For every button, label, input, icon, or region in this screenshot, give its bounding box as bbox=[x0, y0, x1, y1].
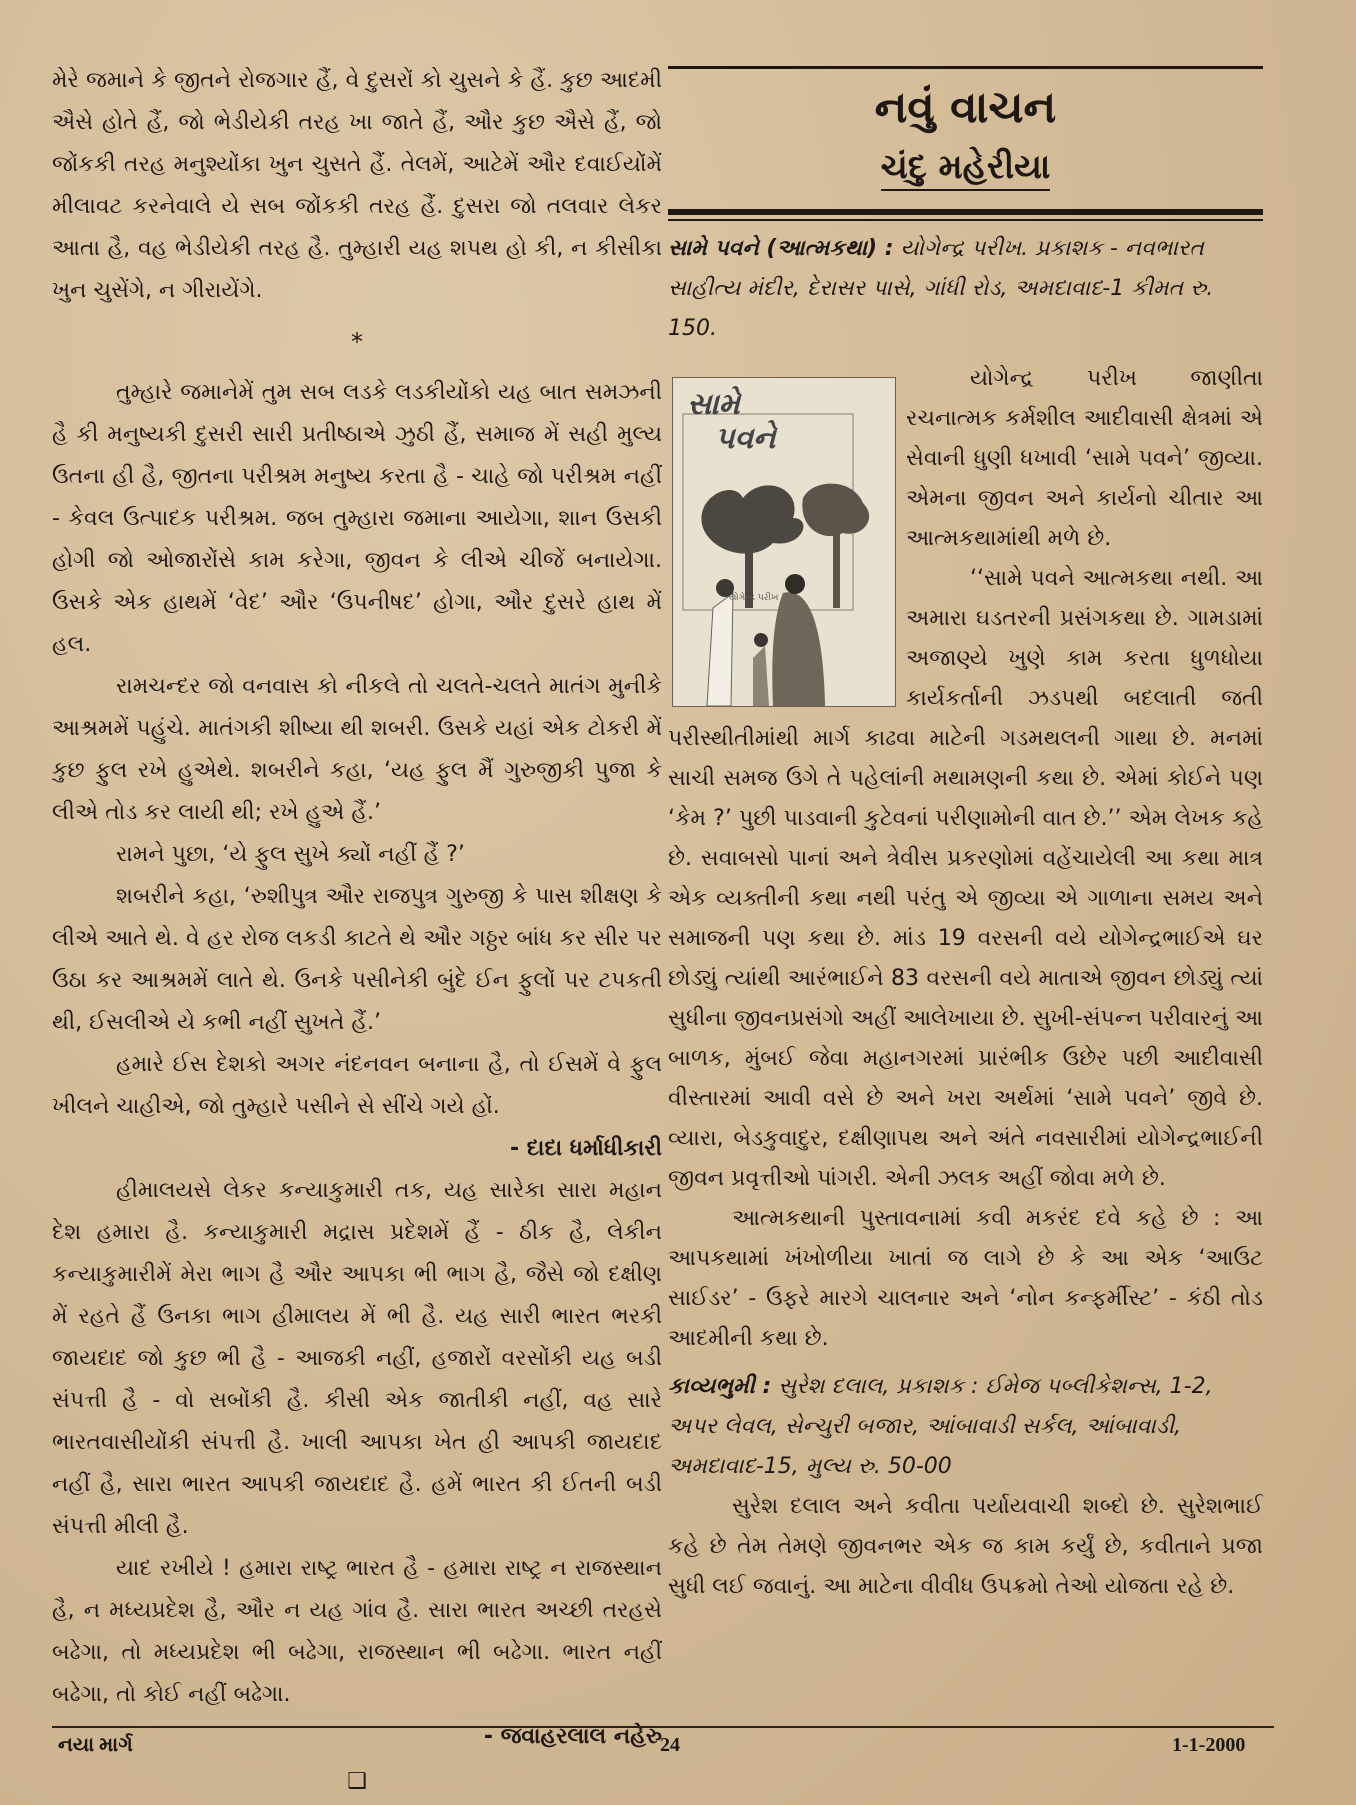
attribution-dada: - દાદા ધર્માધીકારી bbox=[509, 1136, 662, 1161]
column-author bbox=[668, 141, 1263, 193]
column-author-name: ચંદુ મહેરીયા bbox=[881, 147, 1051, 191]
left-paragraph-4: રામને પુછા, ‘યે ફુલ સુખે ક્યોં નહીં હૈં ?’ bbox=[116, 842, 465, 867]
left-paragraph-1: મેરે જમાને કે જીતને રોજગાર હૈં, વે દુસરોં કો ચુસને કે હૈં. કુછ આદમી ઐસે હોતે હૈં, જો ભેડીયેકી તરહ ખા જાતે હૈં, ઔર કુછ ઐસે હૈં, જો જોંકકી તરહ મનુશ્યોંકા ખુન ચુસતે હૈં. તેલમેં, આટેમેં ઔર દવાઈયોંમેં મીલાવટ કરનેવાલે યે સબ જોંકકી તરહ હૈં. દુસરા જો તલવાર લેકર આતા હૈ, વહ ભેડીયેકી તરહ હૈ. તુમ્હારી યહ શપથ હો કી, ન કીસીકા ખુન ચુસેંગે, ન ગીરાયેંગે. bbox=[52, 68, 662, 303]
book-1-info bbox=[668, 229, 1263, 349]
heavy-rule bbox=[668, 209, 1263, 215]
section-separator: * bbox=[351, 328, 363, 356]
left-paragraph-2: તુમ્હારે જમાનેમેં તુમ સબ લડકે લડકીયોંકો યહ બાત સમઝની હૈ કી મનુષ્યકી દુસરી સારી પ્રતીષ્ઠાએ ઝુઠી હૈં, સમાજ મેં સહી મુલ્ય ઉતના હી હૈ, જીતના પરીશ્રમ મનુષ્ય કરતા હૈ - ચાહે જો પરીશ્રમ નહીં - કેવલ ઉત્પાદક પરીશ્રમ. જબ તુમ્હારા જમાના આયેગા, શાન ઉસકી હોગી જો ઓજારોંસે કામ કરેગા, જીવન કે લીએ ચીજેં બનાયેગા. ઉસકે એક હાથમેં ‘વેદ’ ઔર ‘ઉપનીષદ’ હોગા, ઔર દુસરે હાથ મેં હલ. bbox=[52, 380, 662, 657]
left-paragraph-8: યાદ રખીયે ! હમારા રાષ્ટ્ર ભારત હૈ - હમારા રાષ્ટ્ર ન રાજસ્થાન હૈ, ન મધ્યપ્રદેશ હૈ, ઔર ન યહ ગાંવ હૈ. સારા ભારત અચ્છી તરહસે બઢેગા, તો મધ્યપ્રદેશ ભી બઢેગા, રાજસ્થાન ભી બઢેગા. ભારત નહીં બઢેગા, તો કોઈ નહીં બઢેગા. bbox=[52, 1556, 662, 1707]
book-1-details: યોગેન્દ્ર પરીખ. પ્રકાશક - નવભારત સાહીત્ય મંદીર, દેરાસર પાસે, ગાંધી રોડ, અમદાવાદ-1 કીમત રુ. 150. bbox=[668, 236, 1214, 341]
review-1-paragraph-1: યોગેન્દ્ર પરીખ જાણીતા રચનાત્મક કર્મશીલ આદીવાસી ક્ષેત્રમાં એ સેવાની ધુણી ધખાવી ‘સામે પવને’ જીવ્યા. એમના જીવન અને કાર્યનો ચીતાર આ આત્મકથામાંથી મળે છે. bbox=[906, 366, 1263, 551]
attribution-nehru: - જવાહરલાલ નહેરુ bbox=[483, 1724, 662, 1749]
book-2-info bbox=[668, 1367, 1263, 1487]
footer-rule bbox=[52, 1726, 1274, 1728]
review-1-paragraph-3: આત્મકથાની પુસ્તાવનામાં કવી મકરંદ દવે કહે છે : આ આપકથામાં ખંખોળીયા ખાતાં જ લાગે છે કે આ એક ‘આઉટ સાઈડર’ - ઉફરે મારગે ચાલનાર અને ‘નોન કન્ફર્મીસ્ટ’ - કંઠી તોડ આદમીની કથા છે. bbox=[668, 1206, 1263, 1351]
footer-date: 1-1-2000 bbox=[1172, 1734, 1246, 1756]
left-paragraph-7: હીમાલયસે લેકર કન્યાકુમારી તક, યહ સારેકા સારા મહાન દેશ હમારા હૈ. કન્યાકુમારી મદ્રાસ પ્રદેશમેં હૈં - ઠીક હૈ, લેકીન કન્યાકુમારીમેં મેરા ભાગ હૈ ઔર આપકા ભી ભાગ હૈ, જૈસે જો દક્ષીણ મેં રહતે હૈં ઉનકા ભાગ હીમાલય મેં ભી હૈ. યહ સારી ભારત ભરકી જાયદાદ જો કુછ ભી હૈ - આજકી નહીં, હજારોં વરસોંકી યહ બડી સંપત્તી હૈ - વો સબોંકી હૈ. કીસી એક જાતીકી નહીં, વહ સારે ભારતવાસીયોંકી સંપત્તી હૈ. ખાલી આપકા ખેત હી આપકી જાયદાદ નહીં હૈ, સારા ભારત આપકી જાયદાદ હૈ. હમેં ભારત કી ઈતની બડી સંપત્તી મીલી હૈ. bbox=[52, 1178, 662, 1539]
right-column bbox=[668, 60, 1263, 1607]
book-1-label: સામે પવને (આત્મકથા) : bbox=[668, 236, 894, 261]
end-mark: ❑ bbox=[347, 1769, 367, 1794]
thin-rule bbox=[668, 219, 1263, 221]
column-title: નવું વાચન bbox=[874, 82, 1057, 133]
left-paragraph-3: રામચન્દર જો વનવાસ કો નીકલે તો ચલતે-ચલતે માતંગ મુનીકે આશ્રમમેં પહુંચે. માતંગકી શીષ્યા થી શબરી. ઉસકે યહાં એક ટોકરી મેં કુછ ફુલ રખે હુએથે. શબરીને કહા, ‘યહ ફુલ મૈં ગુરુજીકી પુજા કે લીએ તોડ કર લાયી થી; રખે હુએ હૈં.’ bbox=[52, 674, 662, 825]
book-2-label: કાવ્યભુમી : bbox=[668, 1374, 772, 1399]
cover-title-line-2: પવને bbox=[715, 421, 776, 456]
review-1-paragraph-2: ‘‘સામે પવને આત્મકથા નથી. આ અમારા ઘડતરની પ્રસંગકથા છે. ગામડામાં અજાણ્યે ખુણે કામ કરતા ધુળધોયા કાર્યકર્તાની ઝડપથી બદલાતી જતી પરીસ્થીતીમાંથી માર્ગ કાઢવા માટેની ગડમથલની ગાથા છે. મનમાં સાચી સમજ ઉગે તે પહેલાંની મથામણની કથા છે. એમાં કોઈને પણ ‘કેમ ?’ પુછી પાડવાની કુટેવનાં પરીણામોની વાત છે.’’ એમ લેખક કહે છે. સવાબસો પાનાં અને ત્રેવીસ પ્રકરણોમાં વહેંચાયેલી આ કથા માત્ર એક વ્યક્તીની કથા નથી પરંતુ એ જીવ્યા એ ગાળાના સમય અને સમાજની પણ કથા છે. માંડ 19 વરસની વયે યોગેન્દ્રભાઈએ ઘર છોડ્યું ત્યાંથી આરંભાઈને 83 વરસની વયે માતાએ જીવન છોડ્યું ત્યાં સુધીના જીવનપ્રસંગો અહીં આલેખાયા છે. સુખી-સંપન્ન પરીવારનું આ બાળક, મુંબઈ જેવા મહાનગરમાં પ્રારંભીક ઉછેર પછી આદીવાસી વીસ્તારમાં આવી વસે છે અને ખરા અર્થમાં ‘સામે પવને’ જીવે છે. વ્યારા, બેડકુવાદુર, દક્ષીણાપથ અને અંતે નવસારીમાં યોગેન્દ્રભાઈની જીવન પ્રવૃત્તીઓ પાંગરી. એની ઝલક અહીં જોવા મળે છે. bbox=[668, 566, 1263, 1191]
cover-author: યોગેન્દ્ર પરીખ bbox=[729, 593, 779, 603]
left-paragraph-6: હમારે ઈસ દેશકો અગર નંદનવન બનાના હૈ, તો ઈસમેં વે ફુલ ખીલને ચાહીએ, જો તુમ્હારે પસીને સે સીંચે ગયે હોં. bbox=[52, 1052, 662, 1119]
book-2-details: સુરેશ દલાલ, પ્રકાશક : ઈમેજ પબ્લીકેશન્સ, 1-2, અપર લેવલ, સેન્ચુરી બજાર, આંબાવાડી સર્કલ, આંબાવાડી, અમદાવાદ-15, મુલ્ય રુ. 50-00 bbox=[668, 1374, 1213, 1479]
footer-page-number: 24 bbox=[660, 1734, 680, 1756]
left-paragraph-5: શબરીને કહા, ‘રુશીપુત્ર ઔર રાજપુત્ર ગુરુજી કે પાસ શીક્ષણ કે લીએ આતે થે. વે હર રોજ લકડી કાટતે થે ઔર ગઠ્ઠર બાંધ કર સીર પર ઉઠા કર આશ્રમમેં લાતે થે. ઉનકે પસીનેકી બુંદે ઈન ફુલોં પર ટપકતી થી, ઈસલીએ યે કભી નહીં સુખતે હૈં.’ bbox=[52, 884, 662, 1035]
review-1 bbox=[668, 359, 1263, 1359]
cover-title bbox=[687, 388, 776, 456]
review-2-paragraph-1: સુરેશ દલાલ અને કવીતા પર્યાયવાચી શબ્દો છે. સુરેશભાઈ કહે છે તેમ તેમણે જીવનભર એક જ કામ કર્યું છે, કવીતાને પ્રજા સુધી લઈ જવાનું. આ માટેના વીવીધ ઉપક્રમો તેઓ યોજતા રહે છે. bbox=[668, 1494, 1263, 1599]
top-rule bbox=[668, 66, 1263, 69]
book-cover-image bbox=[672, 377, 896, 707]
footer-magazine-name: નયા માર્ગ bbox=[58, 1734, 133, 1756]
cover-title-line-1: સામે bbox=[687, 387, 740, 422]
left-column bbox=[52, 60, 662, 1805]
